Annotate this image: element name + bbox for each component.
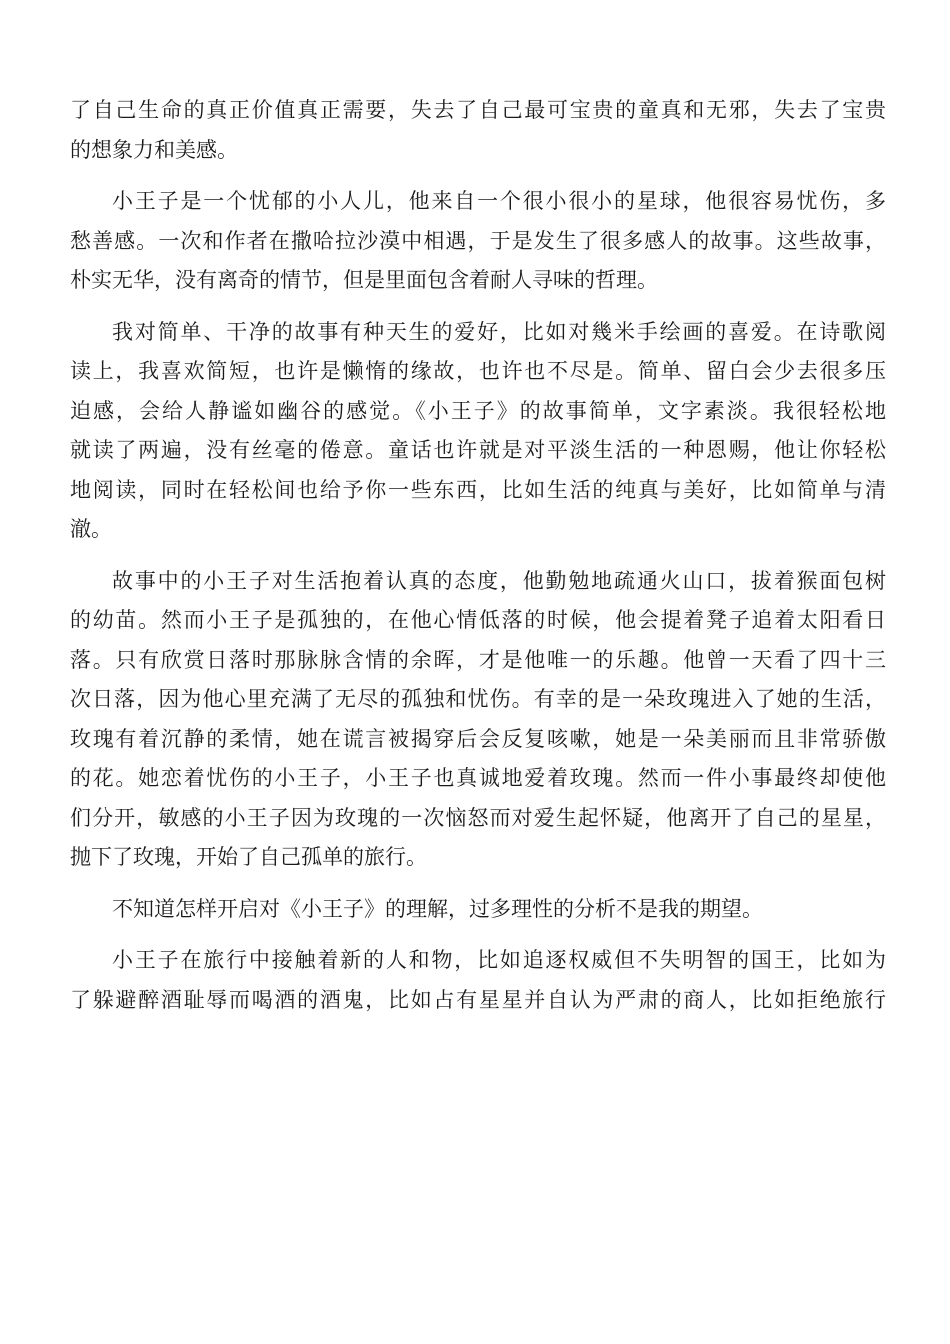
text-line: 澈。 [70,517,112,541]
text-line: 玫瑰有着沉静的柔情，她在谎言被揭穿后会反复咳嗽，她是一朵美丽而且非常骄傲 [70,726,886,751]
paragraph [70,182,886,301]
text-line: 次日落，因为他心里充满了无尽的孤独和忧伤。有幸的是一朵玫瑰进入了她的生活， [70,687,886,711]
text-line: 们分开，敏感的小王子因为玫瑰的一次恼怒而对爱生起怀疑，他离开了自己的星星， [70,805,886,830]
document-body [70,91,886,1032]
text-line: 读上，我喜欢简短，也许是懒惰的缘故，也许也不尽是。简单、留白会少去很多压 [70,359,886,383]
paragraph [70,890,886,930]
paragraph [70,941,886,1020]
text-line: 了自己生命的真正价值真正需要，失去了自己最可宝贵的童真和无邪，失去了宝贵 [70,98,886,122]
text-line: 就读了两遍，没有丝毫的倦意。童话也许就是对平淡生活的一种恩赐，他让你轻松 [70,438,886,462]
text-line: 愁善感。一次和作者在撒哈拉沙漠中相遇，于是发生了很多感人的故事。这些故事， [70,228,886,253]
text-line: 小王子是一个忧郁的小人儿，他来自一个很小很小的星球，他很容易忧伤，多 [112,189,886,213]
text-line: 了躲避醉酒耻辱而喝酒的酒鬼，比如占有星星并自认为严肃的商人，比如拒绝旅行 [70,987,886,1012]
text-line: 朴实无华，没有离奇的情节，但是里面包含着耐人寻味的哲理。 [70,268,658,292]
text-line: 故事中的小王子对生活抱着认真的态度，他勤勉地疏通火山口，拔着猴面包树 [112,568,886,593]
text-line: 落。只有欣赏日落时那脉脉含情的余晖，才是他唯一的乐趣。他曾一天看了四十三 [70,647,886,672]
paragraph [70,313,886,550]
paragraph [70,91,886,170]
text-line: 不知道怎样开启对《小王子》的理解，过多理性的分析不是我的期望。 [112,896,763,921]
text-line: 抛下了玫瑰，开始了自己孤单的旅行。 [70,845,427,869]
text-line: 迫感，会给人静谧如幽谷的感觉。《小王子》的故事简单，文字素淡。我很轻松地 [70,398,886,423]
text-line: 的幼苗。然而小王子是孤独的，在他心情低落的时候，他会提着凳子追着太阳看日 [70,608,886,632]
text-line: 地阅读，同时在轻松间也给予你一些东西，比如生活的纯真与美好，比如简单与清 [70,477,886,502]
text-line: 的想象力和美感。 [70,137,238,162]
paragraph [70,562,886,878]
text-line: 我对简单、干净的故事有种天生的爱好，比如对幾米手绘画的喜爱。在诗歌阅 [112,319,886,344]
text-line: 小王子在旅行中接触着新的人和物，比如追逐权威但不失明智的国王，比如为 [112,948,886,972]
text-line: 的花。她恋着忧伤的小王子，小王子也真诚地爱着玫瑰。然而一件小事最终却使他 [70,766,886,790]
